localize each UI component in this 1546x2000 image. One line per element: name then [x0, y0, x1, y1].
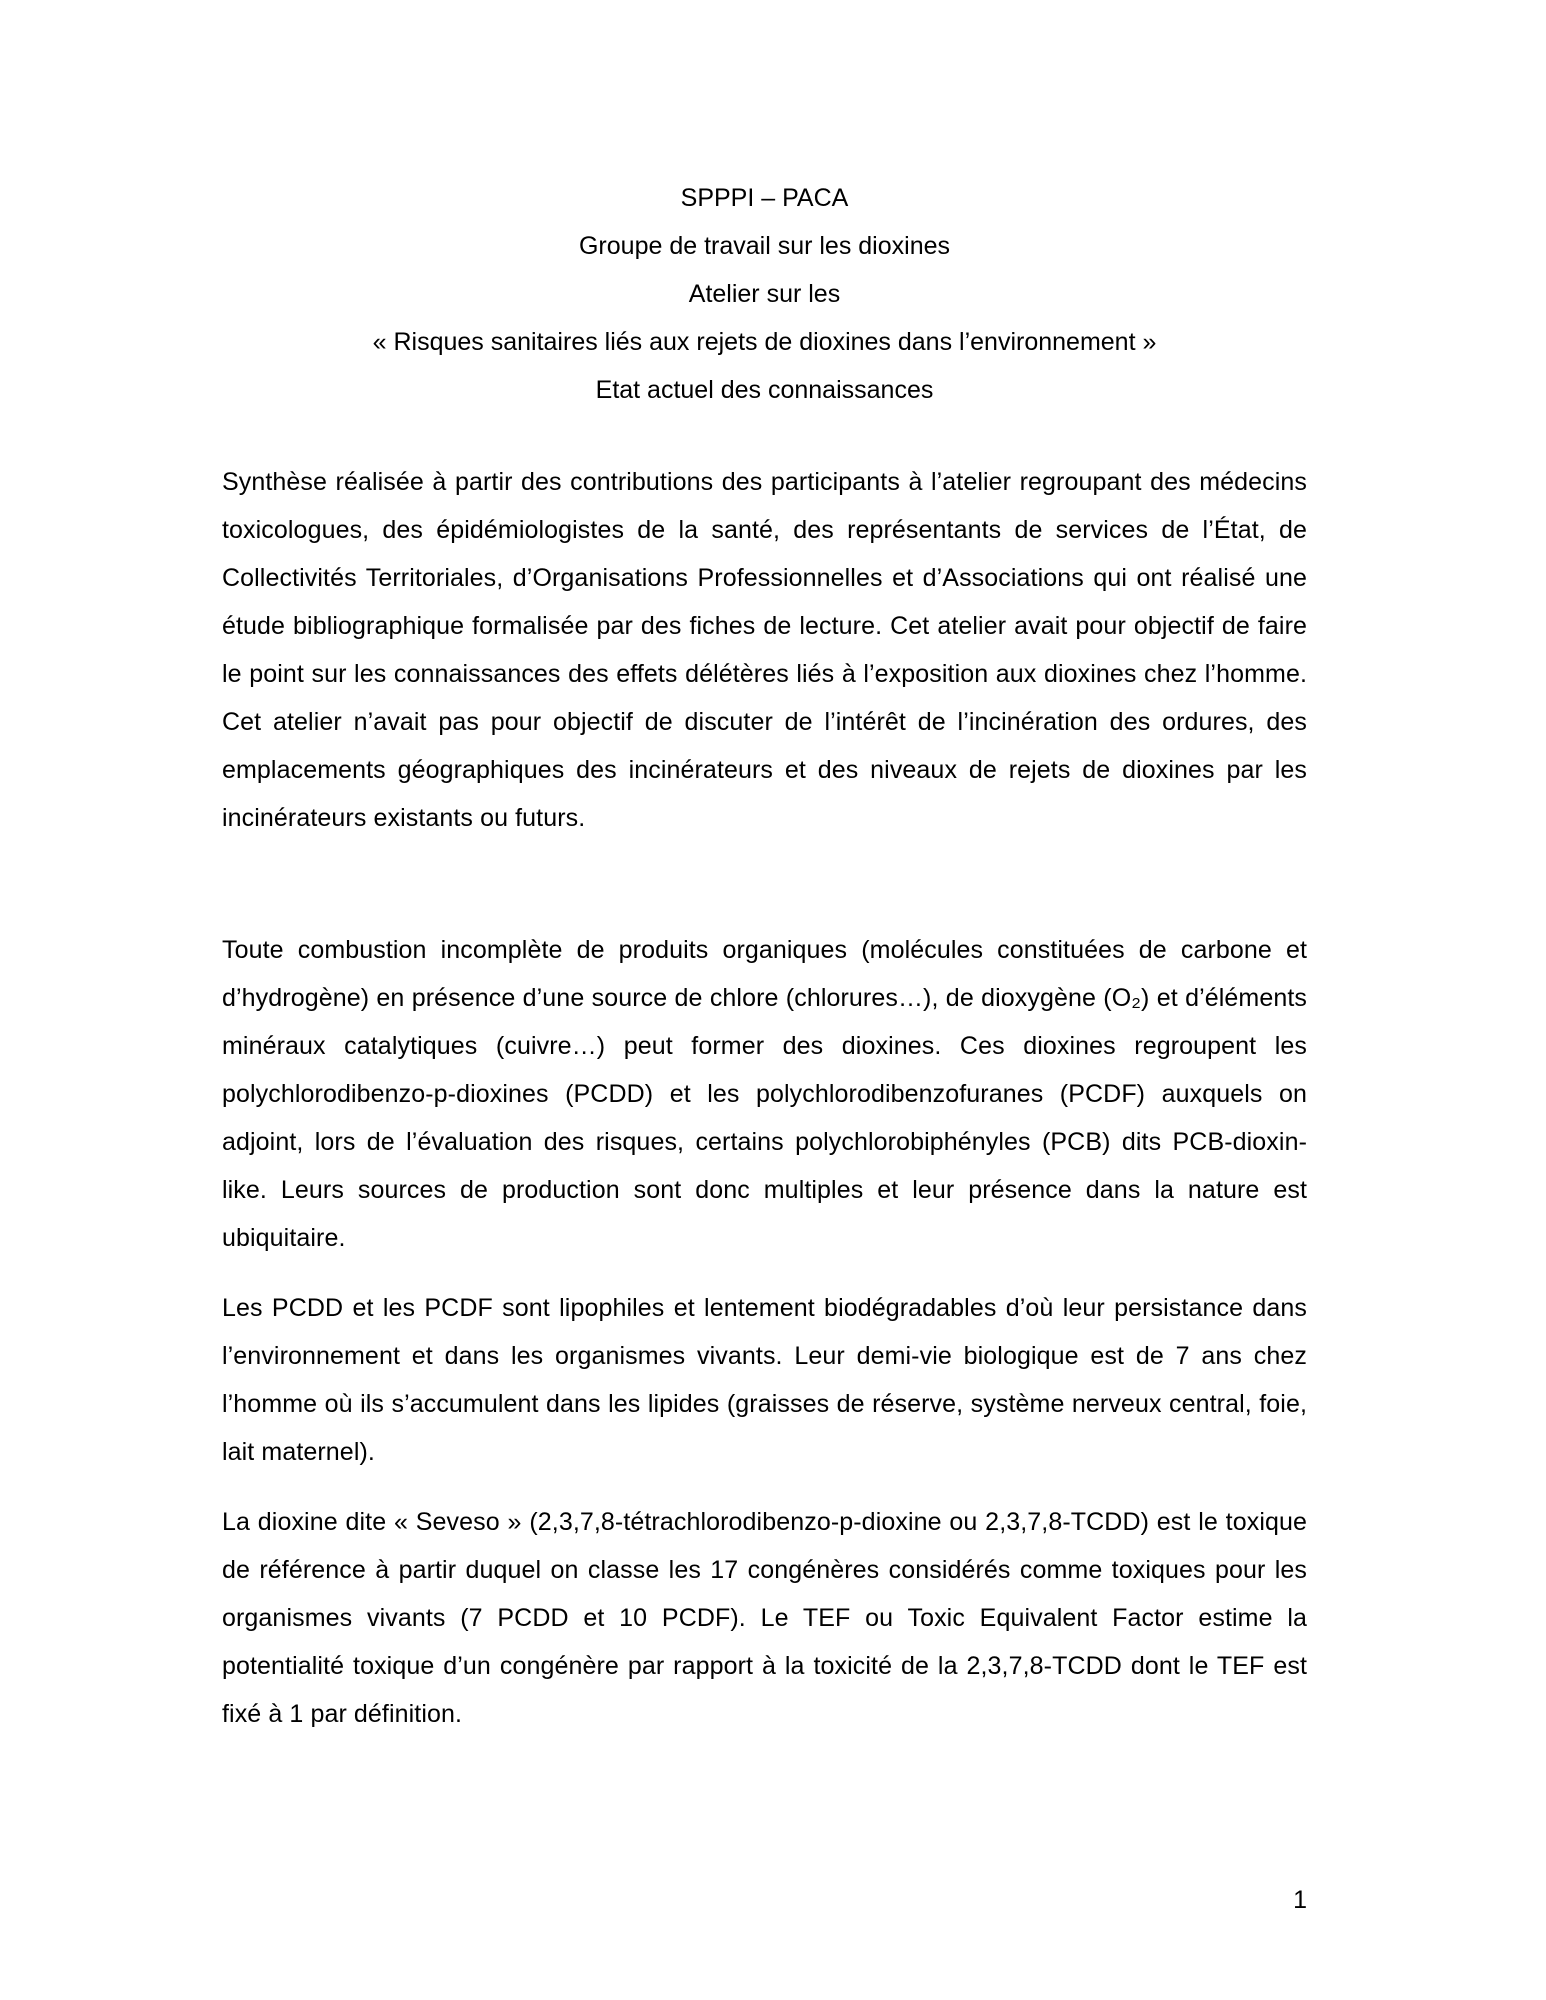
paragraph-synthesis-intro: Synthèse réalisée à partir des contributions des participants à l’atelier regroupant des médecins toxicologues, des épidémiologistes de la santé, des représentants de services de l’État, de Collectivités Territoriales, d’Organisations Professionnelles et d’Associations qui ont réalisé une étude bibliographique formalisée par des fiches de lecture. Cet atelier avait pour objectif de faire le point sur les connaissances des effets délétères liés à l’exposition aux dioxines chez l’homme. Cet atelier n’avait pas pour objectif de discuter de l’intérêt de l’incinération des ordures, des emplacements géographiques des incinérateurs et des niveaux de rejets de dioxines par les incinérateurs existants ou futurs. — [222, 468, 1307, 832]
title-line-status: Etat actuel des connaissances — [595, 376, 934, 404]
title-line-workshop: Atelier sur les — [688, 280, 841, 308]
title-line-workgroup: Groupe de travail sur les dioxines — [578, 232, 951, 260]
paragraph-seveso-tef: La dioxine dite « Seveso » (2,3,7,8-tétrachlorodibenzo-p-dioxine ou 2,3,7,8-TCDD) est le toxique de référence à partir duquel on classe les 17 congénères considérés comme toxiques pour les organismes vivants (7 PCDD et 10 PCDF). Le TEF ou Toxic Equivalent Factor estime la potentialité toxique d’un congénère par rapport à la toxicité de la 2,3,7,8-TCDD dont le TEF est fixé à 1 par définition. — [222, 1508, 1307, 1728]
title-line-subject: « Risques sanitaires liés aux rejets de dioxines dans l’environnement » — [372, 328, 1157, 356]
document-title-block — [222, 174, 1307, 414]
page-content — [222, 174, 1307, 1760]
page-number: 1 — [1293, 1886, 1307, 1914]
paragraph-dioxin-formation: Toute combustion incomplète de produits organiques (molécules constituées de carbone et d’hydrogène) en présence d’une source de chlore (chlorures…), de dioxygène (O₂) et d’éléments minéraux catalytiques (cuivre…) peut former des dioxines. Ces dioxines regroupent les polychlorodibenzo-p-dioxines (PCDD) et les polychlorodibenzofuranes (PCDF) auxquels on adjoint, lors de l’évaluation des risques, certains polychlorobiphényles (PCB) dits PCB-dioxin-like. Leurs sources de production sont donc multiples et leur présence dans la nature est ubiquitaire. — [222, 936, 1307, 1252]
paragraph-persistence: Les PCDD et les PCDF sont lipophiles et lentement biodégradables d’où leur persistance dans l’environnement et dans les organismes vivants. Leur demi-vie biologique est de 7 ans chez l’homme où ils s’accumulent dans les lipides (graisses de réserve, système nerveux central, foie, lait maternel). — [222, 1294, 1307, 1466]
title-line-organization: SPPPI – PACA — [680, 184, 849, 212]
